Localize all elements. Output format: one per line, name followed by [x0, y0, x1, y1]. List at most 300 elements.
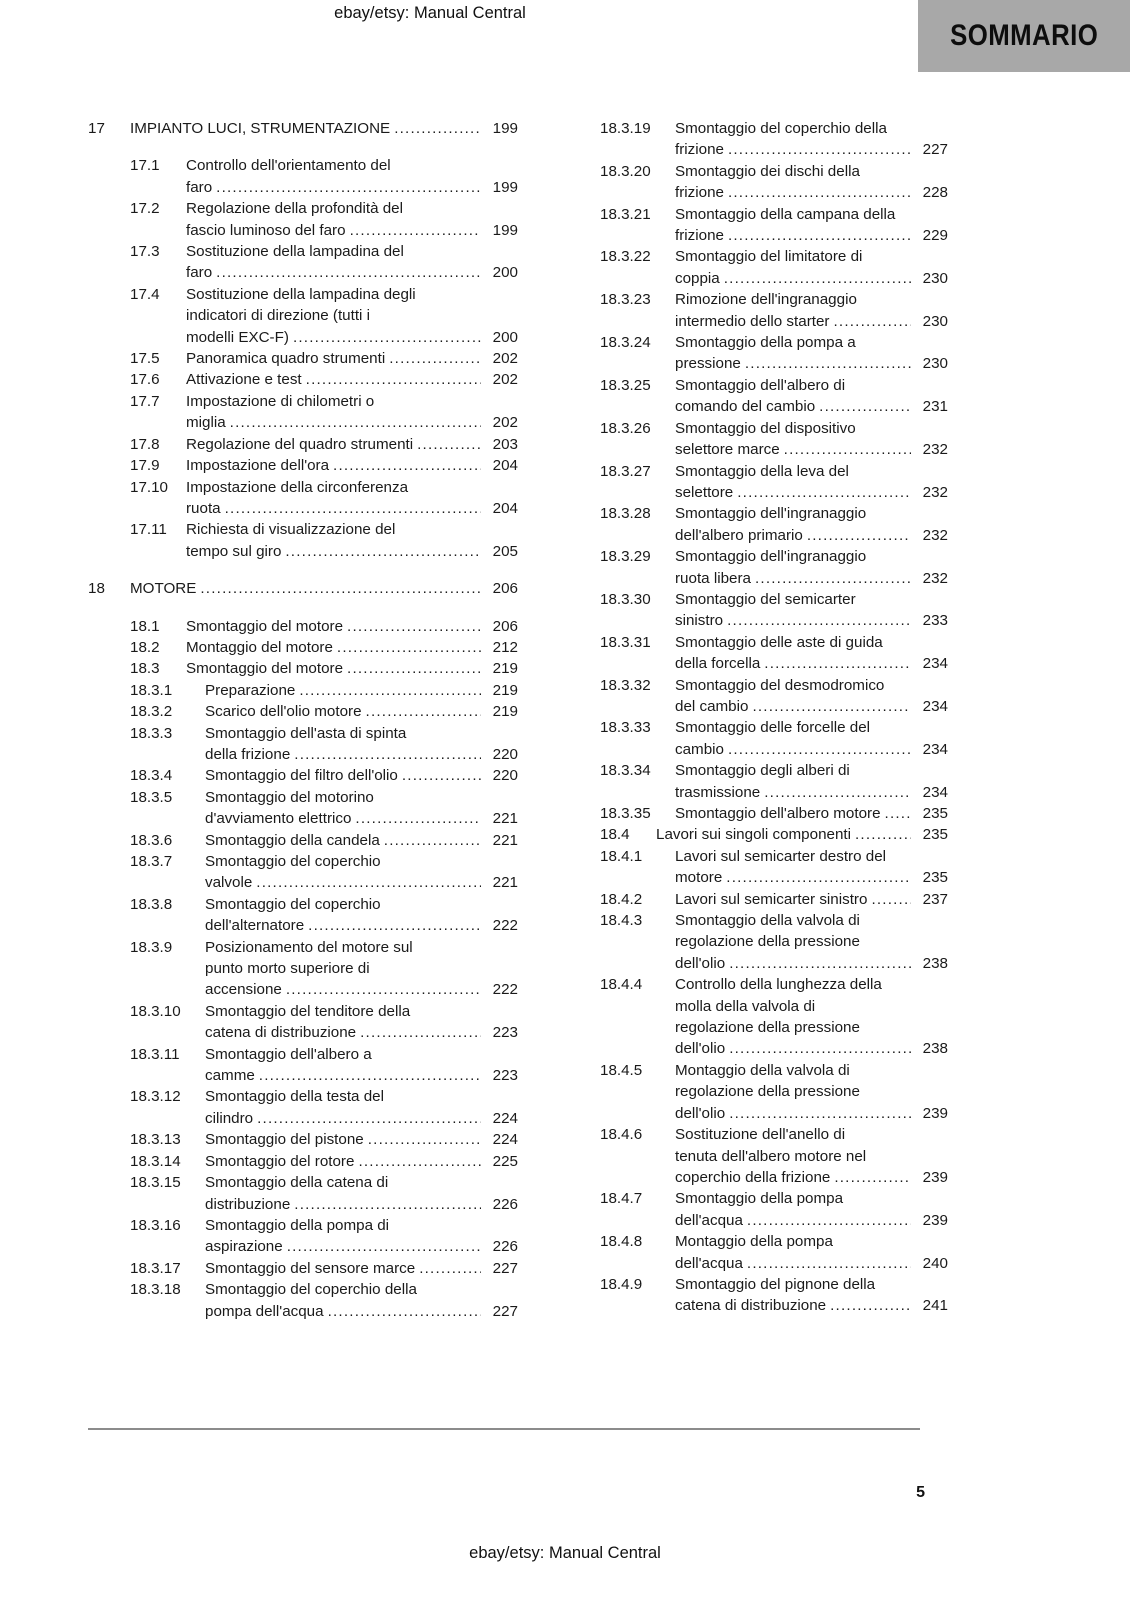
- dot-leader: [747, 1210, 911, 1231]
- dot-leader: [350, 220, 481, 241]
- toc-entry-page: 226: [492, 1195, 518, 1213]
- toc-entry-line: [675, 910, 948, 931]
- toc-entry[interactable]: [88, 765, 518, 786]
- dot-leader: [807, 525, 911, 546]
- toc-entry-line: [186, 658, 518, 679]
- toc-entry-body: [205, 1044, 518, 1087]
- dot-leader: [871, 889, 911, 910]
- toc-entry-line: [186, 262, 518, 283]
- toc-entry-title: Richiesta di visualizzazione del: [186, 521, 396, 539]
- toc-entry-number: 18.4.4: [600, 976, 643, 994]
- toc-entry-body: [205, 1086, 518, 1129]
- toc-entry-body: [186, 348, 518, 369]
- toc-column-left: [88, 118, 518, 1322]
- toc-entry-body: [675, 846, 948, 889]
- toc-entry-title: Preparazione: [205, 681, 296, 699]
- toc-entry-title: faro: [186, 264, 213, 282]
- toc-entry-body: [675, 1060, 948, 1124]
- toc-entry[interactable]: [558, 974, 948, 1060]
- dot-leader: [347, 658, 481, 679]
- toc-entry-body: [675, 803, 948, 824]
- toc-entry-number: 18.3.33: [600, 719, 651, 737]
- dot-leader: [230, 412, 481, 433]
- toc-entry-line: [205, 937, 518, 958]
- toc-entry-line: [675, 375, 948, 396]
- toc-entry-line: [675, 1060, 948, 1081]
- toc-entry-line: [675, 1146, 948, 1167]
- toc-entry[interactable]: [558, 889, 948, 910]
- toc-entry[interactable]: [88, 155, 518, 198]
- dot-leader: [729, 953, 911, 974]
- toc-entry-number: 18.3: [130, 660, 160, 678]
- toc-entry-title: dell'olio: [675, 954, 726, 972]
- toc-entry-line: [186, 327, 518, 348]
- dot-leader: [287, 1236, 481, 1257]
- dot-leader: [728, 139, 911, 160]
- toc-entry-title: Smontaggio dell'albero di: [675, 376, 846, 394]
- toc-entry-page: 239: [922, 1211, 948, 1229]
- toc-entry-line: [675, 589, 948, 610]
- toc-entry-body: [675, 461, 948, 504]
- toc-entry[interactable]: [88, 519, 518, 562]
- toc-entry-line: [675, 1295, 948, 1316]
- toc-entry-title: Smontaggio degli alberi di: [675, 762, 850, 780]
- toc-entry-line: [675, 1167, 948, 1188]
- toc-entry[interactable]: [88, 369, 518, 390]
- toc-entry[interactable]: [558, 204, 948, 247]
- toc-entry-line: [186, 177, 518, 198]
- toc-entry-line: [130, 118, 518, 139]
- toc-entry-title: IMPIANTO LUCI, STRUMENTAZIONE: [130, 120, 391, 137]
- toc-entry[interactable]: [88, 198, 518, 241]
- toc-entry[interactable]: [88, 1215, 518, 1258]
- section-tab-sommario: [918, 0, 1130, 72]
- dot-leader: [727, 610, 911, 631]
- toc-entry-number: 18.4.5: [600, 1061, 643, 1079]
- toc-entry-line: [205, 1086, 518, 1107]
- toc-entry-title: Rimozione dell'ingranaggio: [675, 291, 857, 309]
- toc-entry-number: 18.3.1: [130, 681, 173, 699]
- toc-entry-line: [186, 455, 518, 476]
- toc-entry-number: 18.3.18: [130, 1281, 181, 1299]
- toc-entry-title: motore: [675, 869, 723, 887]
- toc-entry[interactable]: [88, 937, 518, 1001]
- toc-entry-body: [675, 1124, 948, 1188]
- toc-entry[interactable]: [88, 851, 518, 894]
- toc-entry-page: 226: [492, 1238, 518, 1256]
- toc-entry-line: [675, 867, 948, 888]
- toc-entry-page: 202: [492, 414, 518, 432]
- toc-entry-number: 18.3.3: [130, 724, 173, 742]
- toc-entry[interactable]: [558, 418, 948, 461]
- toc-entry-title: Sostituzione della lampadina del: [186, 243, 404, 261]
- toc-entry-body: [675, 889, 948, 910]
- dot-leader: [299, 680, 481, 701]
- toc-entry-number: 18.3.4: [130, 767, 173, 785]
- toc-entry-title: Sostituzione della lampadina degli: [186, 285, 416, 303]
- toc-entry[interactable]: [88, 284, 518, 348]
- toc-entry-title: intermedio dello starter: [675, 312, 830, 330]
- toc-entry-title: Impostazione dell'ora: [186, 457, 330, 475]
- toc-entry[interactable]: [558, 846, 948, 889]
- toc-entry[interactable]: [88, 894, 518, 937]
- toc-entry-number: 18.3.13: [130, 1131, 181, 1149]
- toc-entry[interactable]: [558, 503, 948, 546]
- toc-entry[interactable]: [88, 1151, 518, 1172]
- toc-entry-page: 204: [492, 499, 518, 517]
- toc-entry-line: [675, 1231, 948, 1252]
- toc-entry-line: [675, 268, 948, 289]
- toc-entry-title: Lavori sul semicarter destro del: [675, 847, 887, 865]
- toc-entry-body: [186, 477, 518, 520]
- toc-entry-number: 17.3: [130, 243, 160, 261]
- toc-entry-line: [186, 477, 518, 498]
- toc-entry-line: [675, 182, 948, 203]
- toc-entry-line: [205, 1236, 518, 1257]
- toc-entry[interactable]: [88, 701, 518, 722]
- toc-entry-title: Smontaggio del limitatore di: [675, 248, 863, 266]
- toc-entry[interactable]: [88, 680, 518, 701]
- toc-entry-line: [675, 311, 948, 332]
- toc-entry-title: cambio: [675, 740, 724, 758]
- toc-entry-line: [205, 1194, 518, 1215]
- toc-entry[interactable]: [88, 637, 518, 658]
- toc-entry-title: Lavori sui singoli componenti: [656, 826, 852, 844]
- toc-entry[interactable]: [88, 477, 518, 520]
- toc-entry-body: [186, 391, 518, 434]
- toc-entry-title: Smontaggio del tenditore della: [205, 1002, 411, 1020]
- toc-entry-line: [675, 996, 948, 1017]
- toc-entry-page: 206: [492, 617, 518, 635]
- toc-entry-title: Smontaggio del coperchio della: [205, 1281, 417, 1299]
- dot-leader: [394, 118, 481, 139]
- toc-entry-title: dell'acqua: [675, 1254, 743, 1272]
- toc-column-right: [558, 118, 948, 1322]
- dot-leader: [764, 653, 911, 674]
- toc-entry-title: comando del cambio: [675, 398, 816, 416]
- toc-entry[interactable]: [88, 658, 518, 679]
- toc-entry[interactable]: [88, 1172, 518, 1215]
- toc-entry[interactable]: [558, 289, 948, 332]
- toc-entry-page: 220: [492, 767, 518, 785]
- toc-entry-title: ruota libera: [675, 569, 751, 587]
- toc-entry-body: [186, 658, 518, 679]
- toc-entry-number: 18.3.2: [130, 703, 173, 721]
- toc-entry-line: [675, 1081, 948, 1102]
- toc-entry-title: Smontaggio del coperchio della: [675, 120, 887, 137]
- toc-entry-page: 221: [492, 810, 518, 828]
- toc-entry-line: [675, 653, 948, 674]
- toc-entry-line: [675, 546, 948, 567]
- toc-entry-body: [675, 760, 948, 803]
- toc-entry-number: 17: [88, 120, 105, 137]
- toc-entry-line: [205, 958, 518, 979]
- toc-entry-page: 219: [492, 703, 518, 721]
- toc-entry[interactable]: [558, 118, 948, 161]
- toc-entry-body: [675, 675, 948, 718]
- toc-entry-page: 239: [922, 1168, 948, 1186]
- toc-entry-title: indicatori di direzione (tutti i: [186, 307, 371, 325]
- toc-entry-page: 239: [922, 1104, 948, 1122]
- toc-entry[interactable]: [88, 348, 518, 369]
- toc-entry-page: 206: [492, 580, 518, 598]
- toc-entry-number: 18.4: [600, 826, 630, 844]
- toc-entry-number: 18.3.30: [600, 590, 651, 608]
- toc-entry-number: 17.6: [130, 371, 160, 389]
- toc-entry-page: 221: [492, 874, 518, 892]
- toc-entry-title: dell'olio: [675, 1040, 726, 1058]
- toc-entry-page: 224: [492, 1109, 518, 1127]
- toc-entry[interactable]: [558, 161, 948, 204]
- toc-entry-number: 18.3.22: [600, 248, 651, 266]
- toc-entry-title: Smontaggio dell'ingranaggio: [675, 548, 867, 566]
- toc-entry-title: coppia: [675, 269, 720, 287]
- toc-entry-title: regolazione della pressione: [675, 1083, 860, 1101]
- toc-entry-title: accensione: [205, 981, 282, 999]
- toc-entry-number: 18.3.5: [130, 788, 173, 806]
- toc-entry-body: [205, 723, 518, 766]
- toc-entry-line: [186, 541, 518, 562]
- toc-entry[interactable]: [88, 1001, 518, 1044]
- toc-entry-line: [675, 1038, 948, 1059]
- toc-entry-body: [205, 894, 518, 937]
- dot-leader: [752, 696, 911, 717]
- toc-entry-title: Smontaggio del motorino: [205, 788, 374, 806]
- toc-entry[interactable]: [88, 578, 518, 599]
- toc-entry-line: [675, 289, 948, 310]
- toc-entry[interactable]: [558, 824, 948, 845]
- toc-entry-title: selettore marce: [675, 441, 780, 459]
- toc-entry-page: 230: [922, 355, 948, 373]
- dot-leader: [834, 1167, 911, 1188]
- toc-entry-line: [675, 161, 948, 182]
- toc-entry-body: [205, 701, 518, 722]
- toc-entry-body: [130, 118, 518, 139]
- dot-leader: [833, 311, 911, 332]
- toc-entry-page: 223: [492, 1067, 518, 1085]
- toc-entry-line: [675, 974, 948, 995]
- toc-entry-number: 18.3.9: [130, 938, 173, 956]
- toc-entry-number: 18.3.27: [600, 462, 651, 480]
- toc-entry-line: [675, 1124, 948, 1145]
- toc-entry-line: [186, 391, 518, 412]
- toc-entry[interactable]: [558, 332, 948, 375]
- toc-entry-title: modelli EXC-F): [186, 328, 289, 346]
- dot-leader: [755, 568, 911, 589]
- toc-entry-line: [205, 1065, 518, 1086]
- toc-entry-title: Smontaggio della catena di: [205, 1174, 389, 1192]
- dot-leader: [417, 434, 481, 455]
- toc-entry[interactable]: [558, 910, 948, 974]
- toc-entry-line: [675, 418, 948, 439]
- toc-entry[interactable]: [88, 830, 518, 851]
- toc-entry-number: 17.9: [130, 457, 160, 475]
- toc-entry[interactable]: [558, 717, 948, 760]
- toc-entry-line: [205, 1001, 518, 1022]
- dot-leader: [216, 177, 481, 198]
- toc-entry-body: [675, 632, 948, 675]
- toc-entry-page: 227: [492, 1302, 518, 1320]
- toc-entry-title: della frizione: [205, 745, 291, 763]
- toc-entry-title: Smontaggio dell'asta di spinta: [205, 724, 407, 742]
- toc-entry[interactable]: [88, 241, 518, 284]
- toc-entry[interactable]: [558, 375, 948, 418]
- toc-entry-line: [205, 744, 518, 765]
- toc-entry-title: pompa dell'acqua: [205, 1302, 324, 1320]
- toc-entry[interactable]: [88, 118, 518, 139]
- toc-entry[interactable]: [558, 1231, 948, 1274]
- toc-entry-page: 227: [492, 1259, 518, 1277]
- toc-entry-body: [675, 503, 948, 546]
- toc-entry-page: 199: [492, 120, 518, 137]
- toc-entry-title: dell'alternatore: [205, 917, 305, 935]
- toc-entry-line: [675, 803, 948, 824]
- toc-entry-number: 18.3.35: [600, 805, 651, 822]
- toc-entry-title: Smontaggio del motore: [186, 617, 344, 635]
- toc-entry-number: 18.4.8: [600, 1233, 643, 1251]
- toc-entry-line: [675, 931, 948, 952]
- dot-leader: [737, 482, 911, 503]
- toc-entry-page: 212: [492, 638, 518, 656]
- toc-entry-line: [186, 155, 518, 176]
- toc-entry-line: [205, 1151, 518, 1172]
- toc-entry-body: [205, 1001, 518, 1044]
- toc-entry[interactable]: [88, 787, 518, 830]
- toc-entry-line: [675, 118, 948, 139]
- toc-entry-line: [675, 225, 948, 246]
- toc-entry-line: [675, 610, 948, 631]
- toc-entry-page: 241: [922, 1297, 948, 1315]
- dot-leader: [402, 765, 481, 786]
- toc-entry-page: 227: [922, 141, 948, 159]
- toc-entry-line: [186, 637, 518, 658]
- toc-entry-line: [186, 434, 518, 455]
- toc-entry-body: [205, 937, 518, 1001]
- toc-entry[interactable]: [88, 1258, 518, 1279]
- toc-entry[interactable]: [88, 455, 518, 476]
- toc-entry-page: 223: [492, 1024, 518, 1042]
- toc-entry[interactable]: [88, 1086, 518, 1129]
- toc-entry-number: 17.11: [130, 521, 167, 539]
- toc-entry[interactable]: [88, 1044, 518, 1087]
- toc-entry[interactable]: [558, 461, 948, 504]
- toc-entry-line: [205, 915, 518, 936]
- toc-entry-title: Smontaggio del sensore marce: [205, 1259, 416, 1277]
- toc-entry-page: 238: [922, 954, 948, 972]
- toc-entry-body: [186, 284, 518, 348]
- toc-entry[interactable]: [558, 760, 948, 803]
- dot-leader: [259, 1065, 481, 1086]
- toc-entry-body: [675, 289, 948, 332]
- toc-entry[interactable]: [558, 546, 948, 589]
- toc-entry[interactable]: [558, 675, 948, 718]
- toc-entry-title: frizione: [675, 141, 724, 159]
- dot-leader: [366, 701, 481, 722]
- toc-entry-body: [675, 418, 948, 461]
- toc-entry-line: [205, 1279, 518, 1300]
- toc-entry-line: [205, 1258, 518, 1279]
- toc-entry-number: 18.4.3: [600, 912, 643, 930]
- toc-entry-number: 18.4.7: [600, 1190, 643, 1208]
- toc-entry-line: [205, 1022, 518, 1043]
- toc-entry-body: [205, 1172, 518, 1215]
- toc-entry[interactable]: [558, 1124, 948, 1188]
- toc-entry-line: [675, 1253, 948, 1274]
- toc-entry-line: [205, 979, 518, 1000]
- toc-entry[interactable]: [558, 1188, 948, 1231]
- toc-entry-body: [205, 1129, 518, 1150]
- dot-leader: [306, 369, 481, 390]
- dot-leader: [745, 353, 911, 374]
- toc-entry[interactable]: [88, 1129, 518, 1150]
- toc-entry[interactable]: [558, 589, 948, 632]
- dot-leader: [726, 867, 911, 888]
- toc-entry-line: [675, 246, 948, 267]
- toc-entry-title: d'avviamento elettrico: [205, 810, 352, 828]
- toc-entry-title: tempo sul giro: [186, 542, 282, 560]
- toc-entry-number: 18.3.20: [600, 162, 651, 180]
- dot-leader: [368, 1129, 481, 1150]
- toc-entry-line: [186, 348, 518, 369]
- toc-entry-line: [186, 498, 518, 519]
- dot-leader: [294, 744, 481, 765]
- toc-entry[interactable]: [88, 616, 518, 637]
- dot-leader: [293, 327, 481, 348]
- toc-entry-title: coperchio della frizione: [675, 1168, 831, 1186]
- toc-entry-number: 18.4.9: [600, 1275, 643, 1293]
- toc-entry-body: [205, 1215, 518, 1258]
- toc-entry[interactable]: [88, 391, 518, 434]
- toc-entry-page: 200: [492, 328, 518, 346]
- toc-entry-number: 18.3.26: [600, 419, 651, 437]
- toc-entry[interactable]: [558, 803, 948, 824]
- toc-entry-page: 219: [492, 681, 518, 699]
- toc-entry[interactable]: [88, 723, 518, 766]
- toc-entry[interactable]: [558, 246, 948, 289]
- toc-entry[interactable]: [88, 434, 518, 455]
- toc-entry-number: 18.3.7: [130, 853, 173, 870]
- dot-leader: [256, 872, 481, 893]
- toc-entry-line: [675, 782, 948, 803]
- toc-entry-body: [675, 1274, 948, 1317]
- toc-entry-number: 18.3.12: [130, 1088, 181, 1106]
- toc-entry-line: [675, 439, 948, 460]
- toc-entry[interactable]: [558, 1274, 948, 1317]
- toc-entry-body: [205, 1258, 518, 1279]
- toc-entry-title: Smontaggio della pompa: [675, 1190, 844, 1208]
- toc-entry-line: [675, 482, 948, 503]
- toc-entry-line: [130, 578, 518, 599]
- toc-entry-number: 17.2: [130, 200, 160, 218]
- toc-entry-line: [675, 632, 948, 653]
- toc-entry[interactable]: [558, 632, 948, 675]
- dot-leader: [764, 782, 911, 803]
- toc-entry-body: [186, 198, 518, 241]
- toc-entry-number: 18.4.6: [600, 1126, 643, 1144]
- toc-entry-page: 199: [492, 221, 518, 239]
- toc-entry[interactable]: [88, 1279, 518, 1322]
- toc-entry-line: [656, 824, 948, 845]
- toc-entry-title: cilindro: [205, 1109, 254, 1127]
- toc-entry[interactable]: [558, 1060, 948, 1124]
- dot-leader: [728, 182, 911, 203]
- toc-entry-page: 235: [922, 869, 948, 887]
- toc-entry-body: [675, 204, 948, 247]
- dot-leader: [360, 1022, 481, 1043]
- toc-entry-line: [675, 889, 948, 910]
- toc-entry-line: [675, 846, 948, 867]
- toc-entry-title: Smontaggio del coperchio: [205, 853, 381, 870]
